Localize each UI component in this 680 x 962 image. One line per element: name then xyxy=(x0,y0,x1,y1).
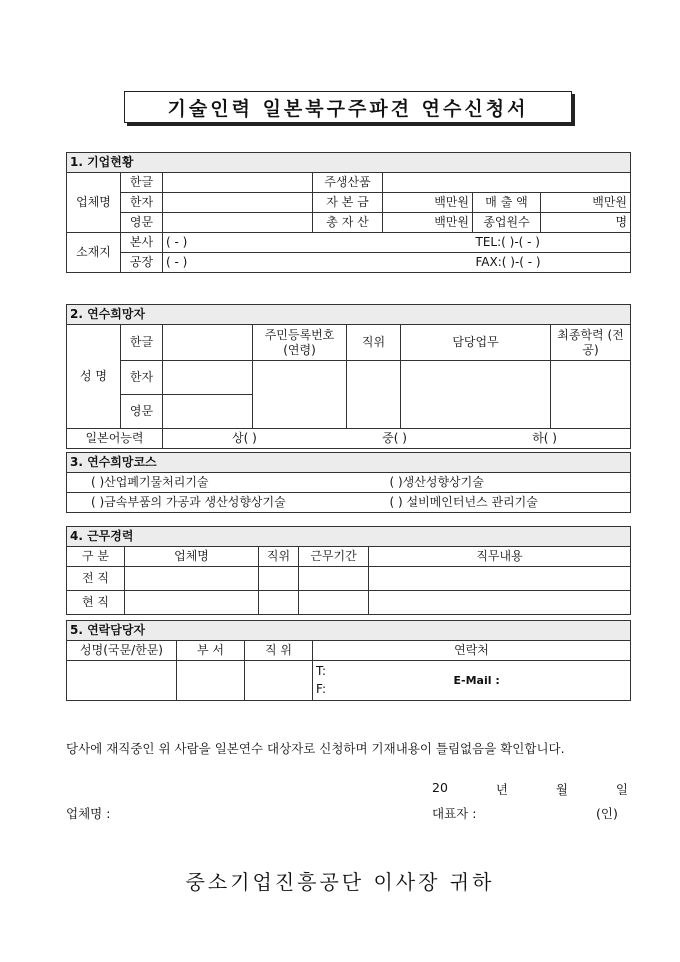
tel-field[interactable]: TEL:( )-( - ) xyxy=(473,233,631,253)
seal-mark: (인) xyxy=(596,806,618,821)
career-table xyxy=(66,526,631,615)
previous-company-field[interactable] xyxy=(125,567,259,591)
course-productivity-option[interactable]: ( )생산성향상기술 xyxy=(387,473,631,493)
current-position-field[interactable] xyxy=(259,591,299,615)
factory-zip[interactable]: ( - ) xyxy=(163,253,473,273)
date-year-prefix: 20 xyxy=(432,780,448,795)
education-field[interactable] xyxy=(551,361,631,429)
head-office-label: 본사 xyxy=(121,233,163,253)
applicant-name-label: 성 명 xyxy=(67,325,121,429)
career-position-label: 직위 xyxy=(259,547,299,567)
contact-name-label: 성명(국문/한문) xyxy=(67,641,177,661)
company-english-field[interactable] xyxy=(163,213,313,233)
contact-table xyxy=(66,620,631,701)
total-assets-label: 총 자 산 xyxy=(313,213,383,233)
duty-label: 담당업무 xyxy=(401,325,551,361)
applicant-position-field[interactable] xyxy=(347,361,401,429)
japanese-high-option[interactable]: 상( ) xyxy=(232,431,257,445)
course-metal-parts-option[interactable]: ( )금속부품의 가공과 생산성향상기술 xyxy=(67,493,387,513)
employees-field[interactable]: 명 xyxy=(541,213,631,233)
company-english-label: 영문 xyxy=(121,213,163,233)
career-period-label: 근무기간 xyxy=(299,547,369,567)
section-5-header: 5. 연락담당자 xyxy=(67,621,631,641)
career-category-label: 구 분 xyxy=(67,547,125,567)
date-day-label: 일 xyxy=(615,782,628,797)
contact-position-field[interactable] xyxy=(245,661,313,701)
sales-field[interactable]: 백만원 xyxy=(541,193,631,213)
representative-label: 대표자 : xyxy=(432,806,477,821)
capital-label: 자 본 금 xyxy=(313,193,383,213)
current-job-label: 현 직 xyxy=(67,591,125,615)
contact-tel-field[interactable]: T: xyxy=(316,664,327,678)
section-1-header: 1. 기업현황 xyxy=(67,153,631,173)
contact-dept-label: 부 서 xyxy=(177,641,245,661)
japanese-mid-option[interactable]: 중( ) xyxy=(382,431,407,445)
confirmation-statement: 당사에 재직중인 위 사람을 일본연수 대상자로 신청하며 기재내용이 틀림없음을 확인합니다. xyxy=(66,741,565,756)
form-title: 기술인력 일본북구주파견 연수신청서 xyxy=(124,91,572,123)
main-product-label: 주생산품 xyxy=(313,173,383,193)
career-content-label: 직무내용 xyxy=(369,547,631,567)
career-company-label: 업체명 xyxy=(125,547,259,567)
previous-position-field[interactable] xyxy=(259,567,299,591)
date-month-label: 월 xyxy=(555,782,568,797)
applicant-table xyxy=(66,304,631,449)
japanese-ability-label: 일본어능력 xyxy=(67,429,163,449)
company-hanja-field[interactable] xyxy=(163,193,313,213)
previous-content-field[interactable] xyxy=(369,567,631,591)
factory-label: 공장 xyxy=(121,253,163,273)
location-label: 소재지 xyxy=(67,233,121,273)
section-2-header: 2. 연수희망자 xyxy=(67,305,631,325)
contact-dept-field[interactable] xyxy=(177,661,245,701)
section-4-header: 4. 근무경력 xyxy=(67,527,631,547)
applicant-english-label: 영문 xyxy=(121,395,163,429)
capital-field[interactable]: 백만원 xyxy=(383,193,473,213)
contact-name-field[interactable] xyxy=(67,661,177,701)
current-period-field[interactable] xyxy=(299,591,369,615)
applicant-position-label: 직위 xyxy=(347,325,401,361)
company-hanja-label: 한자 xyxy=(121,193,163,213)
duty-field[interactable] xyxy=(401,361,551,429)
contact-info-label: 연락처 xyxy=(313,641,631,661)
section-3-header: 3. 연수희망코스 xyxy=(67,453,631,473)
applicant-hanja-field[interactable] xyxy=(163,361,253,395)
applicant-english-field[interactable] xyxy=(163,395,253,429)
employees-label: 종업원수 xyxy=(473,213,541,233)
contact-position-label: 직 위 xyxy=(245,641,313,661)
resident-number-label: 주민등록번호 (연령) xyxy=(253,325,347,361)
course-waste-option[interactable]: ( )산업폐기물처리기술 xyxy=(67,473,387,493)
japanese-low-option[interactable]: 하( ) xyxy=(532,431,557,445)
fax-field[interactable]: FAX:( )-( - ) xyxy=(473,253,631,273)
contact-fax-field[interactable]: F: xyxy=(316,682,327,696)
resident-number-field[interactable] xyxy=(253,361,347,429)
sales-label: 매 출 액 xyxy=(473,193,541,213)
head-office-zip[interactable]: ( - ) xyxy=(163,233,473,253)
japanese-ability-options[interactable] xyxy=(163,429,631,449)
applicant-hangul-field[interactable] xyxy=(163,325,253,361)
date-line xyxy=(432,780,628,798)
previous-job-label: 전 직 xyxy=(67,567,125,591)
total-assets-field[interactable]: 백만원 xyxy=(383,213,473,233)
company-status-table xyxy=(66,152,631,273)
previous-period-field[interactable] xyxy=(299,567,369,591)
company-name-label: 업체명 xyxy=(67,173,121,233)
date-year-label: 년 xyxy=(495,782,508,797)
education-label: 최종학력 (전공) xyxy=(551,325,631,361)
current-content-field[interactable] xyxy=(369,591,631,615)
applicant-hangul-label: 한글 xyxy=(121,325,163,361)
course-maintenance-option[interactable]: ( ) 설비메인터넌스 관리기술 xyxy=(387,493,631,513)
applicant-hanja-label: 한자 xyxy=(121,361,163,395)
company-hangul-label: 한글 xyxy=(121,173,163,193)
current-company-field[interactable] xyxy=(125,591,259,615)
company-hangul-field[interactable] xyxy=(163,173,313,193)
addressee: 중소기업진흥공단 이사장 귀하 xyxy=(185,870,495,894)
main-product-field[interactable] xyxy=(383,173,631,193)
course-table xyxy=(66,452,631,513)
footer-company-label: 업체명 : xyxy=(66,806,111,821)
contact-email-field[interactable]: E-Mail : xyxy=(451,661,631,701)
